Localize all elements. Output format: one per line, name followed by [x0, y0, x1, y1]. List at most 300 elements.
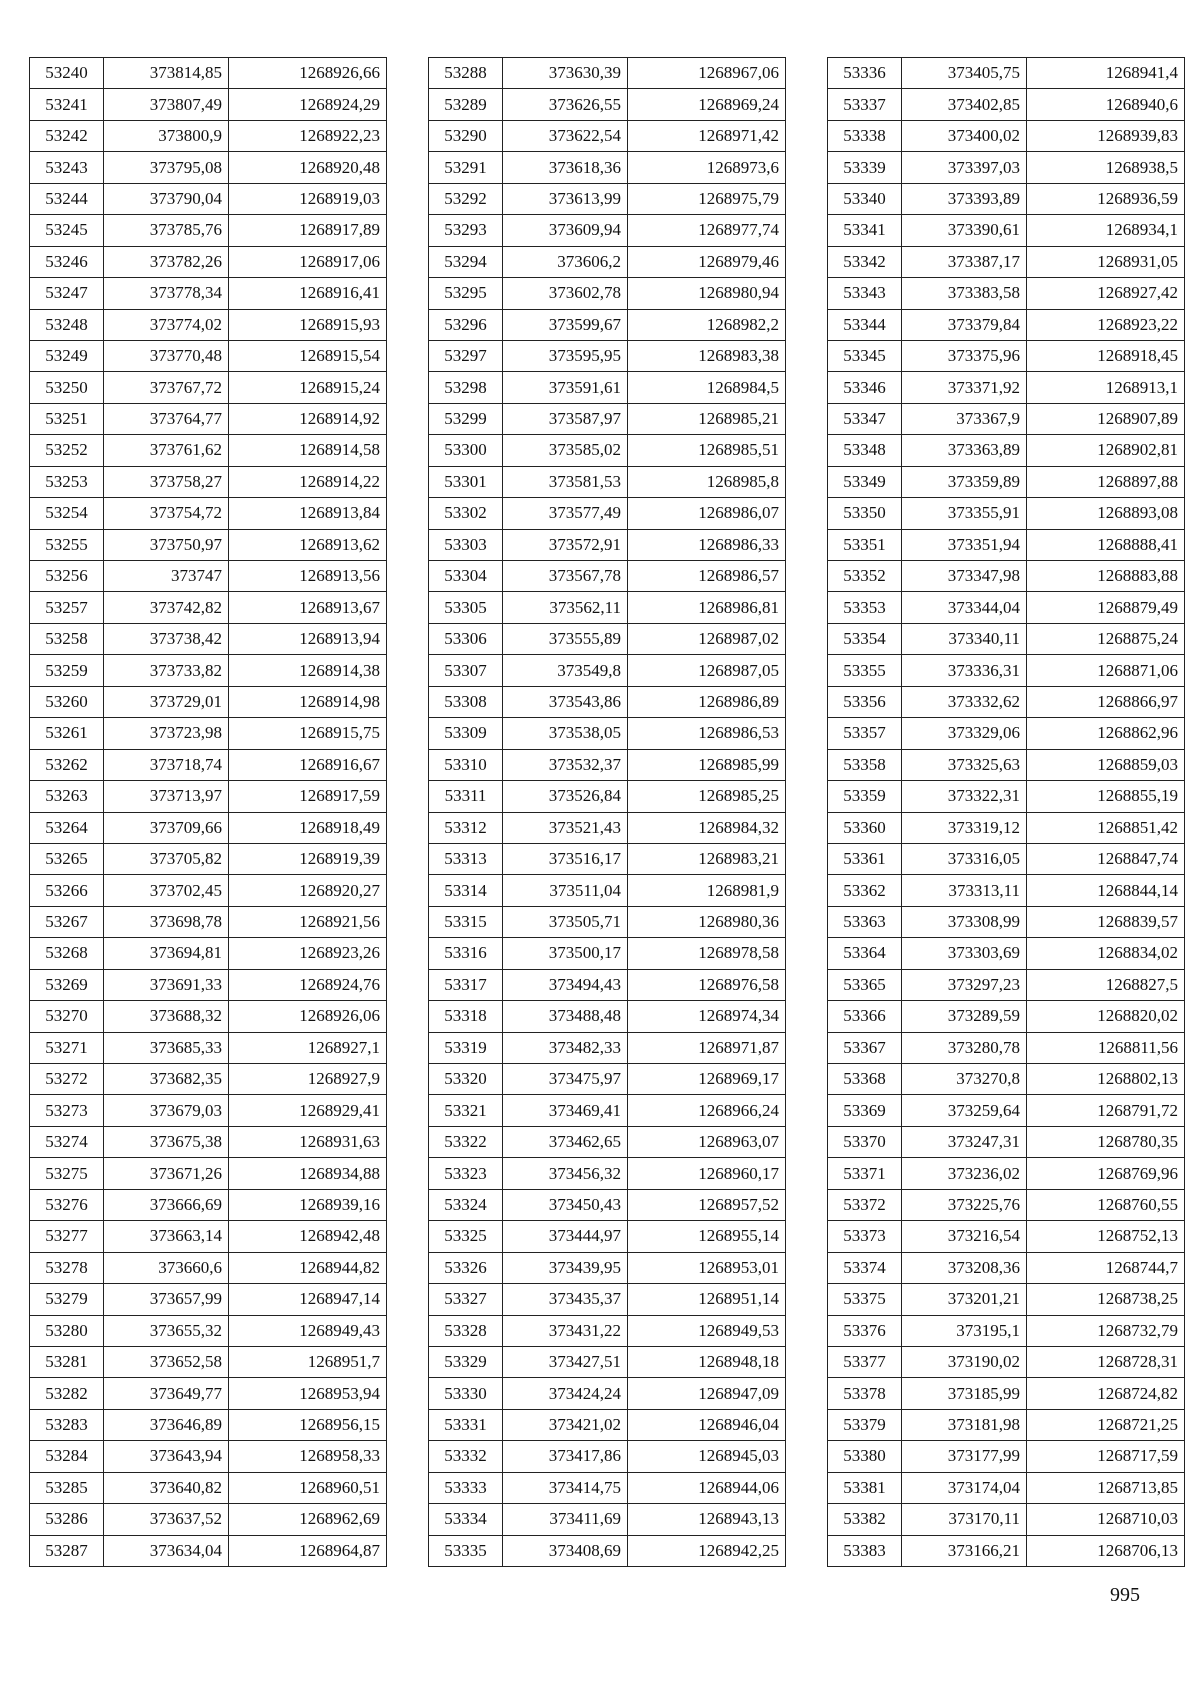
- point-id-cell: 53286: [30, 1504, 104, 1535]
- x-coordinate-cell: 373322,31: [902, 781, 1027, 812]
- point-id-cell: 53376: [828, 1315, 902, 1346]
- x-coordinate-cell: 373814,85: [104, 58, 229, 89]
- x-coordinate-cell: 373595,95: [503, 340, 628, 371]
- y-coordinate-cell: 1268955,14: [628, 1221, 786, 1252]
- y-coordinate-cell: 1268975,79: [628, 183, 786, 214]
- table-row: [429, 969, 786, 1000]
- x-coordinate-cell: 373637,52: [104, 1504, 229, 1535]
- point-id-cell: 53342: [828, 246, 902, 277]
- y-coordinate-cell: 1268851,42: [1027, 812, 1185, 843]
- x-coordinate-cell: 373591,61: [503, 372, 628, 403]
- point-id-cell: 53350: [828, 498, 902, 529]
- y-coordinate-cell: 1268974,34: [628, 1001, 786, 1032]
- x-coordinate-cell: 373521,43: [503, 812, 628, 843]
- point-id-cell: 53321: [429, 1095, 503, 1126]
- y-coordinate-cell: 1268738,25: [1027, 1284, 1185, 1315]
- x-coordinate-cell: 373549,8: [503, 655, 628, 686]
- x-coordinate-cell: 373567,78: [503, 561, 628, 592]
- table-row: [30, 1158, 387, 1189]
- point-id-cell: 53301: [429, 466, 503, 497]
- x-coordinate-cell: 373313,11: [902, 875, 1027, 906]
- x-coordinate-cell: 373439,95: [503, 1252, 628, 1283]
- point-id-cell: 53369: [828, 1095, 902, 1126]
- point-id-cell: 53258: [30, 623, 104, 654]
- point-id-cell: 53326: [429, 1252, 503, 1283]
- x-coordinate-cell: 373308,99: [902, 906, 1027, 937]
- x-coordinate-cell: 373663,14: [104, 1221, 229, 1252]
- x-coordinate-cell: 373390,61: [902, 215, 1027, 246]
- y-coordinate-cell: 1268920,48: [229, 152, 387, 183]
- x-coordinate-cell: 373424,24: [503, 1378, 628, 1409]
- table-row: [429, 152, 786, 183]
- y-coordinate-cell: 1268986,89: [628, 686, 786, 717]
- x-coordinate-cell: 373329,06: [902, 718, 1027, 749]
- x-coordinate-cell: 373270,8: [902, 1064, 1027, 1095]
- table-row: [429, 781, 786, 812]
- table-row: [828, 969, 1185, 1000]
- table-row: [30, 1064, 387, 1095]
- x-coordinate-cell: 373325,63: [902, 749, 1027, 780]
- y-coordinate-cell: 1268927,42: [1027, 278, 1185, 309]
- x-coordinate-cell: 373427,51: [503, 1346, 628, 1377]
- y-coordinate-cell: 1268913,1: [1027, 372, 1185, 403]
- x-coordinate-cell: 373236,02: [902, 1158, 1027, 1189]
- y-coordinate-cell: 1268953,94: [229, 1378, 387, 1409]
- table-row: [828, 529, 1185, 560]
- point-id-cell: 53362: [828, 875, 902, 906]
- y-coordinate-cell: 1268919,03: [229, 183, 387, 214]
- y-coordinate-cell: 1268958,33: [229, 1441, 387, 1472]
- y-coordinate-cell: 1268962,69: [229, 1504, 387, 1535]
- x-coordinate-cell: 373660,6: [104, 1252, 229, 1283]
- point-id-cell: 53339: [828, 152, 902, 183]
- x-coordinate-cell: 373488,48: [503, 1001, 628, 1032]
- table-row: [828, 1252, 1185, 1283]
- table-row: [429, 309, 786, 340]
- y-coordinate-cell: 1268918,49: [229, 812, 387, 843]
- y-coordinate-cell: 1268927,9: [229, 1064, 387, 1095]
- x-coordinate-cell: 373562,11: [503, 592, 628, 623]
- x-coordinate-cell: 373767,72: [104, 372, 229, 403]
- table-row: [429, 1472, 786, 1503]
- table-row: [429, 686, 786, 717]
- y-coordinate-cell: 1268913,67: [229, 592, 387, 623]
- y-coordinate-cell: 1268938,5: [1027, 152, 1185, 183]
- x-coordinate-cell: 373397,03: [902, 152, 1027, 183]
- x-coordinate-cell: 373344,04: [902, 592, 1027, 623]
- x-coordinate-cell: 373587,97: [503, 403, 628, 434]
- x-coordinate-cell: 373657,99: [104, 1284, 229, 1315]
- table-row: [30, 1189, 387, 1220]
- y-coordinate-cell: 1268883,88: [1027, 561, 1185, 592]
- y-coordinate-cell: 1268942,25: [628, 1535, 786, 1566]
- x-coordinate-cell: 373643,94: [104, 1441, 229, 1472]
- y-coordinate-cell: 1268917,06: [229, 246, 387, 277]
- y-coordinate-cell: 1268914,38: [229, 655, 387, 686]
- point-id-cell: 53305: [429, 592, 503, 623]
- y-coordinate-cell: 1268875,24: [1027, 623, 1185, 654]
- y-coordinate-cell: 1268984,5: [628, 372, 786, 403]
- y-coordinate-cell: 1268915,93: [229, 309, 387, 340]
- point-id-cell: 53244: [30, 183, 104, 214]
- y-coordinate-cell: 1268917,59: [229, 781, 387, 812]
- y-coordinate-cell: 1268986,57: [628, 561, 786, 592]
- point-id-cell: 53337: [828, 89, 902, 120]
- y-coordinate-cell: 1268839,57: [1027, 906, 1185, 937]
- y-coordinate-cell: 1268855,19: [1027, 781, 1185, 812]
- point-id-cell: 53371: [828, 1158, 902, 1189]
- point-id-cell: 53273: [30, 1095, 104, 1126]
- point-id-cell: 53370: [828, 1126, 902, 1157]
- x-coordinate-cell: 373602,78: [503, 278, 628, 309]
- table-row: [828, 498, 1185, 529]
- table-row: [429, 1158, 786, 1189]
- y-coordinate-cell: 1268916,67: [229, 749, 387, 780]
- point-id-cell: 53280: [30, 1315, 104, 1346]
- x-coordinate-cell: 373782,26: [104, 246, 229, 277]
- table-row: [30, 1095, 387, 1126]
- table-row: [429, 812, 786, 843]
- point-id-cell: 53251: [30, 403, 104, 434]
- table-row: [30, 1409, 387, 1440]
- point-id-cell: 53266: [30, 875, 104, 906]
- point-id-cell: 53347: [828, 403, 902, 434]
- table-row: [828, 906, 1185, 937]
- table-row: [429, 592, 786, 623]
- table-row: [429, 623, 786, 654]
- table-row: [828, 686, 1185, 717]
- y-coordinate-cell: 1268927,1: [229, 1032, 387, 1063]
- table-row: [30, 1504, 387, 1535]
- x-coordinate-cell: 373666,69: [104, 1189, 229, 1220]
- table-row: [828, 215, 1185, 246]
- table-row: [828, 749, 1185, 780]
- y-coordinate-cell: 1268914,92: [229, 403, 387, 434]
- y-coordinate-cell: 1268844,14: [1027, 875, 1185, 906]
- table-row: [828, 1472, 1185, 1503]
- table-row: [828, 152, 1185, 183]
- x-coordinate-cell: 373679,03: [104, 1095, 229, 1126]
- point-id-cell: 53333: [429, 1472, 503, 1503]
- point-id-cell: 53365: [828, 969, 902, 1000]
- point-id-cell: 53256: [30, 561, 104, 592]
- table-row: [429, 120, 786, 151]
- y-coordinate-cell: 1268859,03: [1027, 749, 1185, 780]
- y-coordinate-cell: 1268728,31: [1027, 1346, 1185, 1377]
- x-coordinate-cell: 373764,77: [104, 403, 229, 434]
- x-coordinate-cell: 373609,94: [503, 215, 628, 246]
- y-coordinate-cell: 1268913,84: [229, 498, 387, 529]
- x-coordinate-cell: 373630,39: [503, 58, 628, 89]
- table-row: [828, 58, 1185, 89]
- y-coordinate-cell: 1268929,41: [229, 1095, 387, 1126]
- x-coordinate-cell: 373572,91: [503, 529, 628, 560]
- point-id-cell: 53329: [429, 1346, 503, 1377]
- table-row: [30, 183, 387, 214]
- point-id-cell: 53334: [429, 1504, 503, 1535]
- y-coordinate-cell: 1268924,76: [229, 969, 387, 1000]
- table-row: [30, 938, 387, 969]
- point-id-cell: 53355: [828, 655, 902, 686]
- y-coordinate-cell: 1268985,25: [628, 781, 786, 812]
- table-row: [429, 1378, 786, 1409]
- x-coordinate-cell: 373475,97: [503, 1064, 628, 1095]
- x-coordinate-cell: 373181,98: [902, 1409, 1027, 1440]
- point-id-cell: 53267: [30, 906, 104, 937]
- x-coordinate-cell: 373303,69: [902, 938, 1027, 969]
- x-coordinate-cell: 373800,9: [104, 120, 229, 151]
- point-id-cell: 53249: [30, 340, 104, 371]
- point-id-cell: 53356: [828, 686, 902, 717]
- y-coordinate-cell: 1268931,05: [1027, 246, 1185, 277]
- x-coordinate-cell: 373599,67: [503, 309, 628, 340]
- table-row: [30, 278, 387, 309]
- y-coordinate-cell: 1268706,13: [1027, 1535, 1185, 1566]
- table-row: [828, 1315, 1185, 1346]
- x-coordinate-cell: 373247,31: [902, 1126, 1027, 1157]
- table-row: [828, 183, 1185, 214]
- table-row: [429, 466, 786, 497]
- y-coordinate-cell: 1268780,35: [1027, 1126, 1185, 1157]
- y-coordinate-cell: 1268948,18: [628, 1346, 786, 1377]
- table-row: [30, 1032, 387, 1063]
- y-coordinate-cell: 1268888,41: [1027, 529, 1185, 560]
- y-coordinate-cell: 1268916,41: [229, 278, 387, 309]
- y-coordinate-cell: 1268721,25: [1027, 1409, 1185, 1440]
- x-coordinate-cell: 373319,12: [902, 812, 1027, 843]
- point-id-cell: 53268: [30, 938, 104, 969]
- table-row: [828, 1284, 1185, 1315]
- point-id-cell: 53344: [828, 309, 902, 340]
- table-row: [828, 561, 1185, 592]
- point-id-cell: 53253: [30, 466, 104, 497]
- y-coordinate-cell: 1268956,15: [229, 1409, 387, 1440]
- point-id-cell: 53298: [429, 372, 503, 403]
- point-id-cell: 53377: [828, 1346, 902, 1377]
- y-coordinate-cell: 1268811,56: [1027, 1032, 1185, 1063]
- y-coordinate-cell: 1268969,24: [628, 89, 786, 120]
- x-coordinate-cell: 373795,08: [104, 152, 229, 183]
- coordinates-table-2: [428, 57, 786, 1567]
- point-id-cell: 53328: [429, 1315, 503, 1346]
- x-coordinate-cell: 373289,59: [902, 1001, 1027, 1032]
- table-row: [30, 58, 387, 89]
- table-row: [429, 183, 786, 214]
- table-row: [429, 1441, 786, 1472]
- x-coordinate-cell: 373225,76: [902, 1189, 1027, 1220]
- y-coordinate-cell: 1268985,99: [628, 749, 786, 780]
- y-coordinate-cell: 1268915,24: [229, 372, 387, 403]
- y-coordinate-cell: 1268946,04: [628, 1409, 786, 1440]
- x-coordinate-cell: 373259,64: [902, 1095, 1027, 1126]
- x-coordinate-cell: 373640,82: [104, 1472, 229, 1503]
- table-row: [828, 875, 1185, 906]
- table-row: [429, 435, 786, 466]
- x-coordinate-cell: 373742,82: [104, 592, 229, 623]
- y-coordinate-cell: 1268979,46: [628, 246, 786, 277]
- table-row: [429, 89, 786, 120]
- table-row: [828, 340, 1185, 371]
- table-row: [429, 843, 786, 874]
- table-row: [828, 938, 1185, 969]
- point-id-cell: 53248: [30, 309, 104, 340]
- table-row: [828, 466, 1185, 497]
- point-id-cell: 53332: [429, 1441, 503, 1472]
- point-id-cell: 53359: [828, 781, 902, 812]
- y-coordinate-cell: 1268977,74: [628, 215, 786, 246]
- x-coordinate-cell: 373375,96: [902, 340, 1027, 371]
- y-coordinate-cell: 1268923,22: [1027, 309, 1185, 340]
- x-coordinate-cell: 373622,54: [503, 120, 628, 151]
- table-row: [828, 1441, 1185, 1472]
- point-id-cell: 53343: [828, 278, 902, 309]
- x-coordinate-cell: 373195,1: [902, 1315, 1027, 1346]
- x-coordinate-cell: 373201,21: [902, 1284, 1027, 1315]
- point-id-cell: 53316: [429, 938, 503, 969]
- y-coordinate-cell: 1268914,98: [229, 686, 387, 717]
- point-id-cell: 53315: [429, 906, 503, 937]
- point-id-cell: 53275: [30, 1158, 104, 1189]
- point-id-cell: 53289: [429, 89, 503, 120]
- point-id-cell: 53310: [429, 749, 503, 780]
- point-id-cell: 53255: [30, 529, 104, 560]
- point-id-cell: 53279: [30, 1284, 104, 1315]
- x-coordinate-cell: 373494,43: [503, 969, 628, 1000]
- table-row: [429, 749, 786, 780]
- x-coordinate-cell: 373675,38: [104, 1126, 229, 1157]
- y-coordinate-cell: 1268985,8: [628, 466, 786, 497]
- table-row: [828, 120, 1185, 151]
- coordinates-table-1: [29, 57, 387, 1567]
- table-row: [30, 969, 387, 1000]
- y-coordinate-cell: 1268982,2: [628, 309, 786, 340]
- table-row: [30, 120, 387, 151]
- y-coordinate-cell: 1268973,6: [628, 152, 786, 183]
- x-coordinate-cell: 373691,33: [104, 969, 229, 1000]
- x-coordinate-cell: 373698,78: [104, 906, 229, 937]
- table-row: [30, 1535, 387, 1566]
- table-row: [429, 875, 786, 906]
- table-row: [429, 1409, 786, 1440]
- x-coordinate-cell: 373646,89: [104, 1409, 229, 1440]
- x-coordinate-cell: 373383,58: [902, 278, 1027, 309]
- point-id-cell: 53351: [828, 529, 902, 560]
- table-row: [30, 686, 387, 717]
- y-coordinate-cell: 1268943,13: [628, 1504, 786, 1535]
- table-row: [429, 1346, 786, 1377]
- x-coordinate-cell: 373807,49: [104, 89, 229, 120]
- point-id-cell: 53287: [30, 1535, 104, 1566]
- y-coordinate-cell: 1268949,43: [229, 1315, 387, 1346]
- point-id-cell: 53284: [30, 1441, 104, 1472]
- table-row: [828, 89, 1185, 120]
- point-id-cell: 53324: [429, 1189, 503, 1220]
- y-coordinate-cell: 1268981,9: [628, 875, 786, 906]
- x-coordinate-cell: 373532,37: [503, 749, 628, 780]
- table-row: [429, 1284, 786, 1315]
- y-coordinate-cell: 1268971,87: [628, 1032, 786, 1063]
- x-coordinate-cell: 373626,55: [503, 89, 628, 120]
- y-coordinate-cell: 1268913,56: [229, 561, 387, 592]
- y-coordinate-cell: 1268834,02: [1027, 938, 1185, 969]
- point-id-cell: 53345: [828, 340, 902, 371]
- table-row: [429, 340, 786, 371]
- x-coordinate-cell: 373216,54: [902, 1221, 1027, 1252]
- x-coordinate-cell: 373718,74: [104, 749, 229, 780]
- x-coordinate-cell: 373682,35: [104, 1064, 229, 1095]
- table-row: [828, 843, 1185, 874]
- y-coordinate-cell: 1268752,13: [1027, 1221, 1185, 1252]
- table-row: [828, 1064, 1185, 1095]
- x-coordinate-cell: 373482,33: [503, 1032, 628, 1063]
- point-id-cell: 53282: [30, 1378, 104, 1409]
- y-coordinate-cell: 1268944,06: [628, 1472, 786, 1503]
- table-row: [828, 403, 1185, 434]
- table-row: [828, 1221, 1185, 1252]
- y-coordinate-cell: 1268914,22: [229, 466, 387, 497]
- table-row: [30, 246, 387, 277]
- y-coordinate-cell: 1268769,96: [1027, 1158, 1185, 1189]
- x-coordinate-cell: 373421,02: [503, 1409, 628, 1440]
- y-coordinate-cell: 1268966,24: [628, 1095, 786, 1126]
- table-row: [828, 1409, 1185, 1440]
- point-id-cell: 53254: [30, 498, 104, 529]
- x-coordinate-cell: 373431,22: [503, 1315, 628, 1346]
- point-id-cell: 53297: [429, 340, 503, 371]
- table-row: [828, 435, 1185, 466]
- x-coordinate-cell: 373652,58: [104, 1346, 229, 1377]
- point-id-cell: 53364: [828, 938, 902, 969]
- x-coordinate-cell: 373469,41: [503, 1095, 628, 1126]
- table-row: [828, 1346, 1185, 1377]
- point-id-cell: 53247: [30, 278, 104, 309]
- y-coordinate-cell: 1268926,66: [229, 58, 387, 89]
- point-id-cell: 53358: [828, 749, 902, 780]
- x-coordinate-cell: 373414,75: [503, 1472, 628, 1503]
- x-coordinate-cell: 373770,48: [104, 340, 229, 371]
- y-coordinate-cell: 1268939,16: [229, 1189, 387, 1220]
- table-row: [429, 1252, 786, 1283]
- x-coordinate-cell: 373363,89: [902, 435, 1027, 466]
- point-id-cell: 53293: [429, 215, 503, 246]
- x-coordinate-cell: 373750,97: [104, 529, 229, 560]
- table-row: [828, 1378, 1185, 1409]
- table-row: [30, 1346, 387, 1377]
- y-coordinate-cell: 1268922,23: [229, 120, 387, 151]
- point-id-cell: 53341: [828, 215, 902, 246]
- y-coordinate-cell: 1268847,74: [1027, 843, 1185, 874]
- y-coordinate-cell: 1268967,06: [628, 58, 786, 89]
- point-id-cell: 53367: [828, 1032, 902, 1063]
- x-coordinate-cell: 373387,17: [902, 246, 1027, 277]
- table-row: [429, 215, 786, 246]
- table-row: [429, 1064, 786, 1095]
- point-id-cell: 53245: [30, 215, 104, 246]
- point-id-cell: 53276: [30, 1189, 104, 1220]
- y-coordinate-cell: 1268960,51: [229, 1472, 387, 1503]
- table-row: [429, 1095, 786, 1126]
- x-coordinate-cell: 373688,32: [104, 1001, 229, 1032]
- page-number: 995: [1110, 1584, 1140, 1606]
- table-row: [30, 1315, 387, 1346]
- x-coordinate-cell: 373723,98: [104, 718, 229, 749]
- point-id-cell: 53382: [828, 1504, 902, 1535]
- x-coordinate-cell: 373538,05: [503, 718, 628, 749]
- x-coordinate-cell: 373371,92: [902, 372, 1027, 403]
- x-coordinate-cell: 373166,21: [902, 1535, 1027, 1566]
- x-coordinate-cell: 373747: [104, 561, 229, 592]
- x-coordinate-cell: 373444,97: [503, 1221, 628, 1252]
